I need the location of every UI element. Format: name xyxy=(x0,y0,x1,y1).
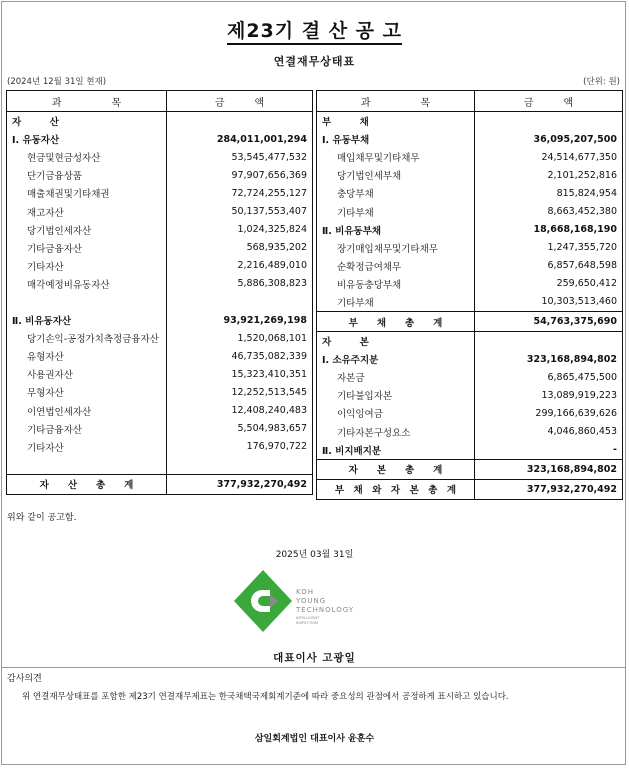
liabilities-equity-table xyxy=(316,90,623,500)
liability-item-amount: 6,857,648,598 xyxy=(475,257,623,275)
equity-row xyxy=(317,368,623,386)
equity-item-amount: 4,046,860,453 xyxy=(475,423,623,441)
equity-item-amount: 6,865,475,500 xyxy=(475,368,623,386)
asset-row xyxy=(7,166,313,184)
logo-diamond xyxy=(234,570,292,632)
publish-date: 2025년 03월 31일 xyxy=(275,550,354,560)
equity-item-label: 자본금 xyxy=(337,373,365,385)
asset-item-amount: 12,408,240,483 xyxy=(167,402,313,420)
asset-item-label xyxy=(7,456,167,475)
liability-item-label: 장기매입채무및기타채무 xyxy=(337,243,438,255)
equity-row xyxy=(317,441,623,460)
liability-item-label: 기타부채 xyxy=(337,207,374,219)
liability-row xyxy=(317,239,623,257)
equity-item-label: Ⅱ. 비지배지분 xyxy=(322,445,382,457)
equity-section-label: 자 본 xyxy=(317,332,475,351)
liability-row xyxy=(317,202,623,220)
asset-item-amount: 1,520,068,101 xyxy=(167,329,313,347)
asset-row xyxy=(7,275,313,293)
asset-item-label xyxy=(7,293,167,311)
asset-item-amount: 53,545,477,532 xyxy=(167,148,313,166)
liabilities-section-label: 부 채 xyxy=(322,117,369,129)
asset-item-amount: 50,137,553,407 xyxy=(167,202,313,220)
equity-item-label: 이익잉여금 xyxy=(337,409,383,421)
logo-text-3: TECHNOLOGY xyxy=(296,606,355,614)
equity-row xyxy=(317,350,623,368)
asset-row xyxy=(7,130,313,148)
auditor-name: 삼일회계법인 대표이사 윤훈수 xyxy=(254,734,375,744)
audit-opinion-text: 위 연결재무상태표를 포함한 제23기 연결재무제표는 한국채택국제회계기준에 따라 중요성의 관점에서 공정하게 표시하고 있습니다. xyxy=(22,692,509,702)
equity-row xyxy=(317,423,623,441)
asset-item-amount: 97,907,656,369 xyxy=(167,166,313,184)
koh-young-logo xyxy=(232,568,382,634)
liability-item-amount: 1,247,355,720 xyxy=(475,239,623,257)
asset-item-amount xyxy=(167,293,313,311)
assets-section-label: 자 산 xyxy=(12,117,59,129)
asset-item-amount: 46,735,082,339 xyxy=(167,347,313,365)
liability-item-label: Ⅱ. 비유동부채 xyxy=(322,225,382,237)
liability-item-amount: 36,095,207,500 xyxy=(475,130,623,148)
asset-item-amount: 568,935,202 xyxy=(167,239,313,257)
liability-row xyxy=(317,275,623,293)
asset-row xyxy=(7,329,313,347)
asset-item-label: 당기손익-공정가치측정금융자산 xyxy=(27,334,159,346)
logo-text-1: KOH xyxy=(296,588,314,596)
liability-row xyxy=(317,130,623,148)
liability-row xyxy=(317,148,623,166)
asset-item-amount: 176,970,722 xyxy=(167,438,313,456)
liability-item-amount: 8,663,452,380 xyxy=(475,202,623,220)
asset-item-label: Ⅰ. 유동자산 xyxy=(12,135,60,147)
asset-item-label: 무형자산 xyxy=(27,388,64,400)
ceo-name: 대표이사 고광일 xyxy=(273,652,356,664)
statement-subtitle: 연결재무상태표 xyxy=(273,55,356,68)
liability-item-label: 매입채무및기타채무 xyxy=(337,153,420,165)
item-header: 과 목 xyxy=(317,91,475,112)
equity-row xyxy=(317,404,623,422)
asset-row xyxy=(7,202,313,220)
asset-item-amount: 5,504,983,657 xyxy=(167,420,313,438)
asset-item-amount: 5,886,308,823 xyxy=(167,275,313,293)
notice-title: 제23기 결 산 공 고 xyxy=(0,16,629,43)
asset-item-amount xyxy=(167,456,313,475)
liability-item-label: 순확정급여채무 xyxy=(337,261,402,273)
asset-item-label: 사용권자산 xyxy=(27,370,73,382)
asset-row xyxy=(7,365,313,383)
audit-heading: 감사의견 xyxy=(7,674,42,684)
logo-text-2: YOUNG xyxy=(296,597,327,605)
notice-statement: 위와 같이 공고함. xyxy=(7,513,77,523)
amount-header: 금 액 xyxy=(167,91,313,112)
asset-item-amount: 72,724,255,127 xyxy=(167,184,313,202)
asset-item-label: 기타자산 xyxy=(27,261,64,273)
liability-row xyxy=(317,221,623,239)
asset-row xyxy=(7,438,313,456)
equity-total-label: 자 본 총 계 xyxy=(317,459,475,479)
asset-item-label: 매각예정비유동자산 xyxy=(27,279,110,291)
equity-row xyxy=(317,386,623,404)
amount-header: 금 액 xyxy=(475,91,623,112)
liability-item-amount: 18,668,168,190 xyxy=(475,221,623,239)
logo-text-5: INSPECTION xyxy=(296,621,318,625)
asset-item-label: 매출채권및기타채권 xyxy=(27,189,110,201)
equity-item-amount: - xyxy=(475,441,623,460)
liability-item-amount: 10,303,513,460 xyxy=(475,293,623,312)
asset-row xyxy=(7,148,313,166)
asset-row xyxy=(7,257,313,275)
as-of-date: (2024년 12월 31일 현재) xyxy=(7,77,107,87)
asset-item-amount: 1,024,325,824 xyxy=(167,221,313,239)
liabilities-total-amount: 54,763,375,690 xyxy=(475,312,623,332)
asset-row xyxy=(7,239,313,257)
asset-row xyxy=(7,347,313,365)
asset-item-label: 유형자산 xyxy=(27,352,64,364)
liability-row xyxy=(317,184,623,202)
liability-row xyxy=(317,293,623,312)
liability-item-label: 기타부채 xyxy=(337,297,374,309)
asset-item-label: 이연법인세자산 xyxy=(27,406,92,418)
liability-item-amount: 2,101,252,816 xyxy=(475,166,623,184)
equity-total-amount: 323,168,894,802 xyxy=(475,459,623,479)
asset-item-label: 기타금융자산 xyxy=(27,424,83,436)
asset-row xyxy=(7,402,313,420)
grand-total-label: 부 채 와 자 본 총 계 xyxy=(317,479,475,499)
item-header: 과 목 xyxy=(7,91,167,112)
asset-item-label: Ⅱ. 비유동자산 xyxy=(12,316,72,328)
asset-row xyxy=(7,221,313,239)
unit-note: (단위: 원) xyxy=(583,77,620,87)
equity-item-amount: 323,168,894,802 xyxy=(475,350,623,368)
asset-row xyxy=(7,311,313,329)
asset-item-amount: 284,011,001,294 xyxy=(167,130,313,148)
equity-item-label: 기타불입자본 xyxy=(337,391,393,403)
assets-table xyxy=(6,90,313,495)
liability-row xyxy=(317,257,623,275)
asset-row xyxy=(7,420,313,438)
asset-row xyxy=(7,456,313,475)
logo-text-4: INTELLIGENT xyxy=(296,616,320,620)
liability-item-label: 충당부채 xyxy=(337,189,374,201)
liability-row xyxy=(317,166,623,184)
asset-item-amount: 2,216,489,010 xyxy=(167,257,313,275)
equity-item-amount: 299,166,639,626 xyxy=(475,404,623,422)
liability-item-label: 비유동충당부채 xyxy=(337,279,402,291)
liability-item-label: 당기법인세부채 xyxy=(337,171,402,183)
asset-row xyxy=(7,293,313,311)
liability-item-amount: 24,514,677,350 xyxy=(475,148,623,166)
asset-item-label: 현금및현금성자산 xyxy=(27,153,101,165)
liability-item-amount: 815,824,954 xyxy=(475,184,623,202)
assets-total-label: 자 산 총 계 xyxy=(7,474,167,494)
asset-item-amount: 12,252,513,545 xyxy=(167,383,313,401)
equity-item-amount: 13,089,919,223 xyxy=(475,386,623,404)
liability-item-amount: 259,650,412 xyxy=(475,275,623,293)
asset-item-amount: 93,921,269,198 xyxy=(167,311,313,329)
assets-total-amount: 377,932,270,492 xyxy=(167,474,313,494)
equity-item-label: Ⅰ. 소유주지분 xyxy=(322,355,379,367)
equity-item-label: 기타자본구성요소 xyxy=(337,427,411,439)
asset-item-label: 기타금융자산 xyxy=(27,243,83,255)
asset-row xyxy=(7,184,313,202)
grand-total-amount: 377,932,270,492 xyxy=(475,479,623,499)
asset-item-label: 기타자산 xyxy=(27,442,64,454)
liabilities-total-label: 부 채 총 계 xyxy=(317,312,475,332)
asset-item-label: 단기금융상품 xyxy=(27,171,83,183)
asset-row xyxy=(7,383,313,401)
asset-item-amount: 15,323,410,351 xyxy=(167,365,313,383)
liability-item-label: Ⅰ. 유동부채 xyxy=(322,135,370,147)
asset-item-label: 당기법인세자산 xyxy=(27,225,92,237)
section-divider xyxy=(1,667,626,668)
asset-item-label: 재고자산 xyxy=(27,207,64,219)
